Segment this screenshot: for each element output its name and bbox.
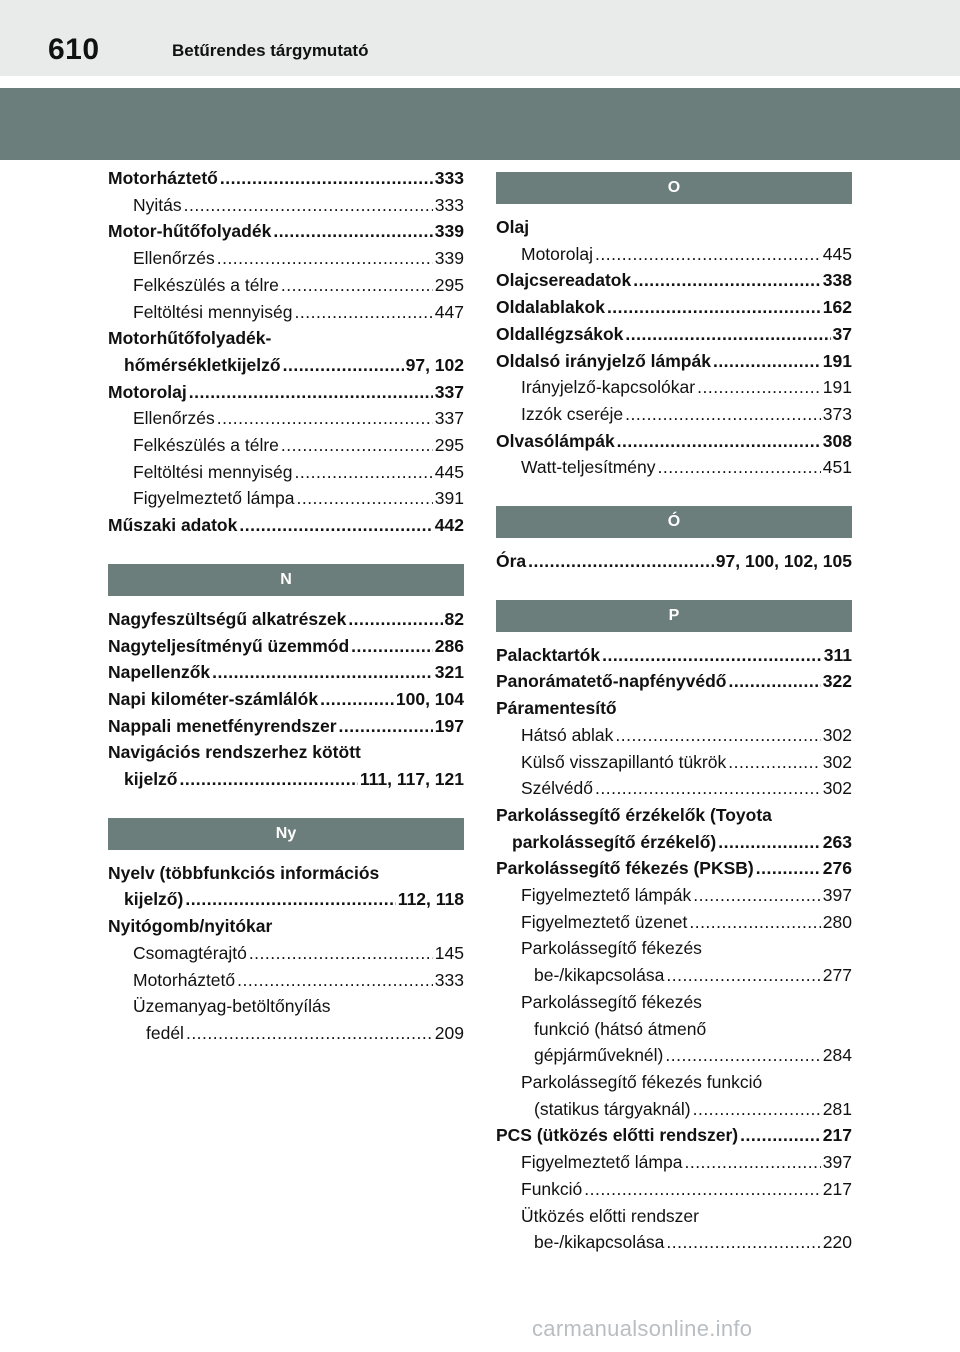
- index-entry: [108, 659, 464, 686]
- entry-label: PCS (ütközés előtti rendszer): [496, 1125, 739, 1146]
- index-entry: [496, 321, 852, 348]
- leader-dots: [617, 428, 821, 455]
- page-reference: 311: [823, 644, 852, 665]
- leader-dots: [217, 245, 433, 272]
- entry-label: Izzók cseréje: [521, 403, 624, 424]
- index-entry: [108, 713, 464, 740]
- header-band: [0, 88, 960, 160]
- entry-label: Parkolássegítő fékezés: [521, 938, 702, 959]
- entry-label: Palacktartók: [496, 644, 601, 665]
- leader-dots: [239, 512, 432, 539]
- entry-label: Nagyfeszültségű alkatrészek: [108, 608, 347, 629]
- leader-dots: [693, 882, 821, 909]
- index-entry: [108, 325, 464, 352]
- leader-dots: [728, 668, 820, 695]
- page-reference: 197: [434, 715, 464, 736]
- page-reference: 337: [434, 381, 464, 402]
- page-reference: 339: [434, 248, 464, 269]
- index-entry: [108, 633, 464, 660]
- leader-dots: [697, 374, 821, 401]
- page-reference: 97, 102: [405, 354, 464, 375]
- index-entry: [496, 374, 852, 401]
- page-reference: 302: [822, 778, 852, 799]
- page-number: 610: [48, 33, 100, 66]
- entry-label: Parkolássegítő fékezés: [521, 991, 702, 1012]
- leader-dots: [296, 485, 432, 512]
- entry-label: be-/kikapcsolása: [534, 1232, 665, 1253]
- entry-label: Irányjelző-kapcsolókar: [521, 377, 696, 398]
- entry-label: Parkolássegítő fékezés (PKSB): [496, 858, 754, 879]
- leader-dots: [185, 886, 395, 913]
- entry-label: Funkció: [521, 1178, 583, 1199]
- page-reference: 82: [444, 608, 464, 629]
- entry-label: Nagyteljesítményű üzemmód: [108, 635, 350, 656]
- entry-label: Nyelv (többfunkciós információs: [108, 862, 380, 883]
- leader-dots: [658, 454, 821, 481]
- leader-dots: [607, 294, 821, 321]
- index-entry: [108, 1020, 464, 1047]
- index-entry: [496, 668, 852, 695]
- leader-dots: [320, 686, 394, 713]
- page-reference: 209: [434, 1022, 464, 1043]
- index-column-right: [496, 165, 852, 1256]
- page-reference: 333: [434, 168, 464, 188]
- leader-dots: [186, 1020, 433, 1047]
- index-entry: [108, 766, 464, 793]
- entry-label: Watt-teljesítmény: [521, 457, 656, 478]
- index-entry: [496, 829, 852, 856]
- page-reference: 286: [434, 635, 464, 656]
- leader-dots: [528, 548, 714, 575]
- page-reference: 217: [822, 1178, 852, 1199]
- index-entry: [108, 913, 464, 940]
- entry-label: Figyelmeztető lámpa: [521, 1152, 683, 1173]
- entry-label: Motorhűtőfolyadék-: [108, 328, 272, 349]
- leader-dots: [625, 401, 821, 428]
- page-reference: 191: [822, 350, 852, 371]
- leader-dots: [689, 909, 820, 936]
- page-reference: 451: [822, 457, 852, 478]
- index-entry: [108, 432, 464, 459]
- page-reference: 100, 104: [395, 688, 464, 709]
- index-entry: [496, 989, 852, 1016]
- page-reference: 445: [434, 461, 464, 482]
- entry-label: Motorháztető: [108, 168, 218, 188]
- entry-label: Hátsó ablak: [521, 724, 614, 745]
- entry-label: Felkészülés a télre: [133, 274, 279, 295]
- index-entry: [108, 245, 464, 272]
- leader-dots: [351, 633, 433, 660]
- entry-label: Napellenzők: [108, 662, 211, 683]
- entry-label: Napi kilométer-számlálók: [108, 688, 319, 709]
- page-reference: 373: [822, 403, 852, 424]
- index-entry: [496, 1149, 852, 1176]
- page-reference: 280: [822, 911, 852, 932]
- entry-label: Figyelmeztető lámpák: [521, 885, 692, 906]
- entry-label: Oldalsó irányjelző lámpák: [496, 350, 711, 371]
- entry-label: Külső visszapillantó tükrök: [521, 751, 727, 772]
- entry-label: Felkészülés a télre: [133, 435, 279, 456]
- entry-label: Parkolássegítő fékezés funkció: [521, 1071, 763, 1092]
- entry-label: Ellenőrzés: [133, 248, 215, 269]
- index-entry: [496, 267, 852, 294]
- entry-label: Műszaki adatok: [108, 515, 238, 536]
- index-entry: [108, 405, 464, 432]
- page-reference: 302: [822, 751, 852, 772]
- index-entry: [496, 642, 852, 669]
- page-title: Betűrendes tárgymutató: [172, 41, 369, 60]
- page-reference: 338: [822, 270, 852, 291]
- index-entry: [108, 886, 464, 913]
- entry-label: hőmérsékletkijelző: [124, 354, 281, 375]
- index-entry: [496, 962, 852, 989]
- page-reference: 339: [434, 221, 464, 242]
- index-entry: [496, 401, 852, 428]
- entry-label: Navigációs rendszerhez kötött: [108, 742, 361, 763]
- page-reference: 111, 117, 121: [359, 769, 464, 790]
- index-entry: [108, 272, 464, 299]
- entry-label: funkció (hátsó átmenő: [534, 1018, 707, 1039]
- leader-dots: [728, 749, 821, 776]
- entry-label: Feltöltési mennyiség: [133, 461, 293, 482]
- leader-dots: [665, 1042, 820, 1069]
- leader-dots: [217, 405, 433, 432]
- index-entry: [496, 749, 852, 776]
- page-reference: 276: [822, 858, 852, 879]
- section-header: Ny: [108, 818, 464, 850]
- index-entry: [496, 855, 852, 882]
- leader-dots: [283, 352, 404, 379]
- index-entry: [496, 722, 852, 749]
- watermark: carmanualsonline.info: [532, 1316, 753, 1341]
- entry-label: fedél: [146, 1022, 184, 1043]
- entry-label: Nappali menetfényrendszer: [108, 715, 337, 736]
- page-reference: 162: [822, 297, 852, 318]
- index-entry: [108, 606, 464, 633]
- index-entry: [496, 454, 852, 481]
- leader-dots: [666, 1229, 820, 1256]
- leader-dots: [180, 766, 358, 793]
- page-reference: 397: [822, 1152, 852, 1173]
- index-entry: [108, 352, 464, 379]
- index-entry: [108, 459, 464, 486]
- leader-dots: [756, 855, 821, 882]
- leader-dots: [189, 379, 433, 406]
- entry-label: Olaj: [496, 217, 530, 237]
- index-entry: [496, 1176, 852, 1203]
- page-reference: 308: [822, 430, 852, 451]
- leader-dots: [273, 218, 432, 245]
- entry-label: Szélvédő: [521, 778, 593, 799]
- section-header: O: [496, 172, 852, 204]
- index-entry: [496, 294, 852, 321]
- leader-dots: [212, 659, 433, 686]
- leader-dots: [595, 775, 821, 802]
- running-header: [0, 0, 960, 78]
- leader-dots: [249, 940, 433, 967]
- leader-dots: [625, 321, 830, 348]
- index-entry: [108, 379, 464, 406]
- page-reference: 97, 100, 102, 105: [715, 551, 852, 572]
- leader-dots: [713, 348, 821, 375]
- leader-dots: [740, 1122, 821, 1149]
- index-entry: [496, 802, 852, 829]
- leader-dots: [220, 165, 433, 192]
- page-reference: 447: [434, 301, 464, 322]
- entry-label: Feltöltési mennyiség: [133, 301, 293, 322]
- page-reference: 217: [822, 1125, 852, 1146]
- page-reference: 281: [822, 1098, 852, 1119]
- page-reference: 397: [822, 885, 852, 906]
- leader-dots: [633, 267, 821, 294]
- page-reference: 337: [434, 408, 464, 429]
- page-reference: 333: [434, 969, 464, 990]
- entry-label: Ellenőrzés: [133, 408, 215, 429]
- index-entry: [108, 192, 464, 219]
- page-reference: 333: [434, 194, 464, 215]
- index-entry: [108, 485, 464, 512]
- entry-label: Ütközés előtti rendszer: [521, 1205, 699, 1226]
- index-entry: [496, 348, 852, 375]
- page-reference: 445: [822, 243, 852, 264]
- page-reference: 321: [434, 662, 464, 683]
- leader-dots: [718, 829, 821, 856]
- leader-dots: [295, 459, 433, 486]
- index-entry: [108, 860, 464, 887]
- leader-dots: [281, 272, 433, 299]
- section-header: Ó: [496, 506, 852, 538]
- leader-dots: [184, 192, 433, 219]
- index-entry: [496, 1122, 852, 1149]
- index-entry: [496, 428, 852, 455]
- leader-dots: [584, 1176, 821, 1203]
- index-entry: [108, 967, 464, 994]
- entry-label: Óra: [496, 551, 527, 572]
- entry-label: Parkolássegítő érzékelők (Toyota: [496, 804, 772, 825]
- entry-label: Nyitás: [133, 194, 182, 215]
- entry-label: Csomagtérajtó: [133, 942, 247, 963]
- page-reference: 277: [822, 965, 852, 986]
- index-entry: [496, 548, 852, 575]
- page-reference: 263: [822, 831, 852, 852]
- leader-dots: [339, 713, 433, 740]
- page-reference: 220: [822, 1232, 852, 1253]
- entry-label: parkolássegítő érzékelő): [512, 831, 717, 852]
- index-entry: [108, 739, 464, 766]
- section-header: P: [496, 600, 852, 632]
- page-reference: 391: [434, 488, 464, 509]
- index-entry: [496, 695, 852, 722]
- page-reference: 284: [822, 1045, 852, 1066]
- entry-label: Motorolaj: [521, 243, 593, 264]
- entry-label: Figyelmeztető lámpa: [133, 488, 295, 509]
- page-reference: 295: [434, 274, 464, 295]
- page-reference: 191: [822, 377, 852, 398]
- section-header: N: [108, 564, 464, 596]
- index-entry: [496, 1096, 852, 1123]
- entry-label: be-/kikapcsolása: [534, 965, 665, 986]
- index-entry: [496, 1042, 852, 1069]
- page-reference: 322: [822, 671, 852, 692]
- leader-dots: [595, 241, 821, 268]
- entry-label: gépjárműveknél): [534, 1045, 664, 1066]
- leader-dots: [281, 432, 433, 459]
- index-entry: [496, 1016, 852, 1043]
- leader-dots: [615, 722, 820, 749]
- index-entry: [108, 165, 464, 192]
- index-entry: [496, 1203, 852, 1230]
- page-reference: 302: [822, 724, 852, 745]
- index-entry: [496, 775, 852, 802]
- page-reference: 37: [832, 323, 852, 344]
- entry-label: Nyitógomb/nyitókar: [108, 916, 273, 937]
- entry-label: Panorámatető-napfényvédő: [496, 671, 727, 692]
- page-reference: 145: [434, 942, 464, 963]
- index-entry: [108, 299, 464, 326]
- entry-label: Oldallégzsákok: [496, 323, 624, 344]
- index-entry: [496, 1229, 852, 1256]
- entry-label: Oldalablakok: [496, 297, 605, 318]
- index-entry: [496, 241, 852, 268]
- leader-dots: [693, 1096, 821, 1123]
- leader-dots: [602, 642, 822, 669]
- entry-label: Figyelmeztető üzenet: [521, 911, 688, 932]
- index-entry: [108, 218, 464, 245]
- leader-dots: [666, 962, 820, 989]
- index-entry: [496, 882, 852, 909]
- entry-label: kijelző: [124, 769, 178, 790]
- leader-dots: [348, 606, 442, 633]
- index-entry: [496, 214, 852, 241]
- entry-label: Páramentesítő: [496, 698, 617, 719]
- entry-label: (statikus tárgyaknál): [534, 1098, 691, 1119]
- index-entry: [496, 935, 852, 962]
- index-entry: [496, 1069, 852, 1096]
- leader-dots: [237, 967, 433, 994]
- entry-label: Motorolaj: [108, 381, 187, 402]
- entry-label: Olajcsereadatok: [496, 270, 632, 291]
- entry-label: Motor-hűtőfolyadék: [108, 221, 272, 242]
- page-reference: 112, 118: [397, 889, 464, 910]
- index-entry: [108, 940, 464, 967]
- leader-dots: [684, 1149, 820, 1176]
- index-entry: [108, 512, 464, 539]
- entry-label: Motorháztető: [133, 969, 236, 990]
- entry-label: Üzemanyag-betöltőnyílás: [133, 996, 331, 1017]
- index-entry: [108, 993, 464, 1020]
- page-reference: 442: [434, 515, 464, 536]
- index-entry: [108, 686, 464, 713]
- entry-label: Olvasólámpák: [496, 430, 615, 451]
- index-entry: [496, 909, 852, 936]
- page-reference: 295: [434, 435, 464, 456]
- index-column-left: [108, 165, 464, 1047]
- leader-dots: [295, 299, 433, 326]
- entry-label: kijelző): [124, 889, 184, 910]
